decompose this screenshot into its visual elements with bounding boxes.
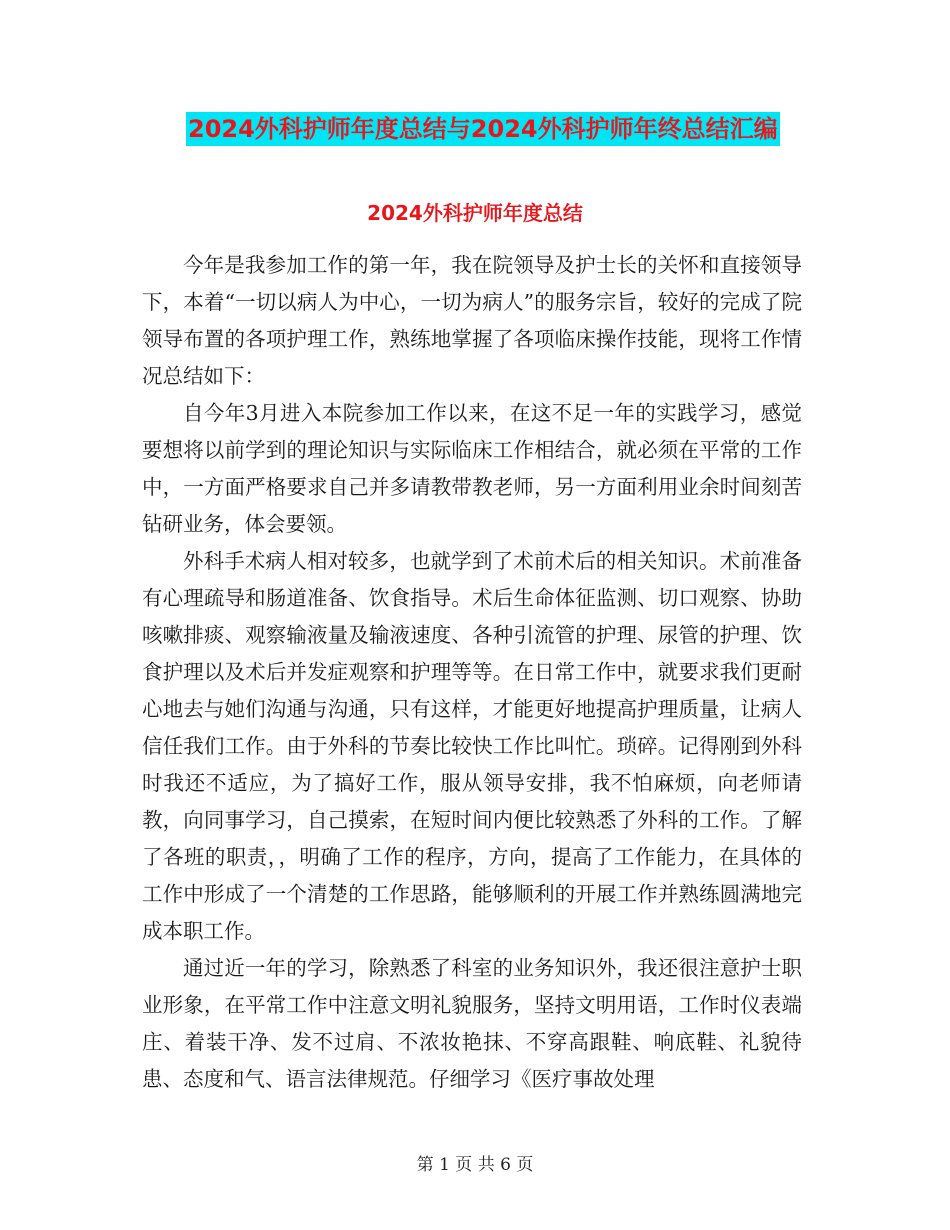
paragraph-2: 自今年3月进入本院参加工作以来，在这不足一年的实践学习，感觉要想将以前学到的理论知识与实际临床工作相结合，就必须在平常的工作中，一方面严格要求自己并多请教带教老师，另一方面利用业余时间刻苦钻研业务，体会要领。 [142, 401, 802, 536]
document-body [142, 220, 802, 1098]
page-footer: 第 1 页 共 6 页 [416, 1155, 534, 1175]
document-main-title: 2024外科护师年度总结与2024外科护师年终总结汇编 [186, 112, 780, 146]
paragraph-3: 外科手术病人相对较多，也就学到了术前术后的相关知识。术前准备有心理疏导和肠道准备、饮食指导。术后生命体征监测、切口观察、协助咳嗽排痰、观察输液量及输液速度、各种引流管的护理、尿管的护理、饮食护理以及术后并发症观察和护理等等。在日常工作中，就要求我们更耐心地去与她们沟通与沟通，只有这样，才能更好地提高护理质量，让病人信任我们工作。由于外科的节奏比较快工作比叫忙。琐碎。记得刚到外科时我还不适应，为了搞好工作，服从领导安排，我不怕麻烦，向老师请教，向同事学习，自己摸索，在短时间内便比较熟悉了外科的工作。了解了各班的职责，，明确了工作的程序，方向，提高了工作能力，在具体的工作中形成了一个清楚的工作思路，能够顺利的开展工作并熟练圆满地完成本职工作。 [142, 549, 802, 943]
section-title: 2024外科护师年度总结 [367, 201, 583, 225]
paragraph-4: 通过近一年的学习，除熟悉了科室的业务知识外，我还很注意护士职业形象，在平常工作中注意文明礼貌服务，坚持文明用语，工作时仪表端庄、着装干净、发不过肩、不浓妆艳抹、不穿高跟鞋、响底鞋、礼貌待患、态度和气、语言法律规范。仔细学习《医疗事故处理 [142, 956, 802, 1091]
paragraph-1: 今年是我参加工作的第一年，我在院领导及护士长的关怀和直接领导下，本着“一切以病人为中心，一切为病人”的服务宗旨，较好的完成了院领导布置的各项护理工作，熟练地掌握了各项临床操作技能，现将工作情况总结如下： [142, 253, 802, 388]
